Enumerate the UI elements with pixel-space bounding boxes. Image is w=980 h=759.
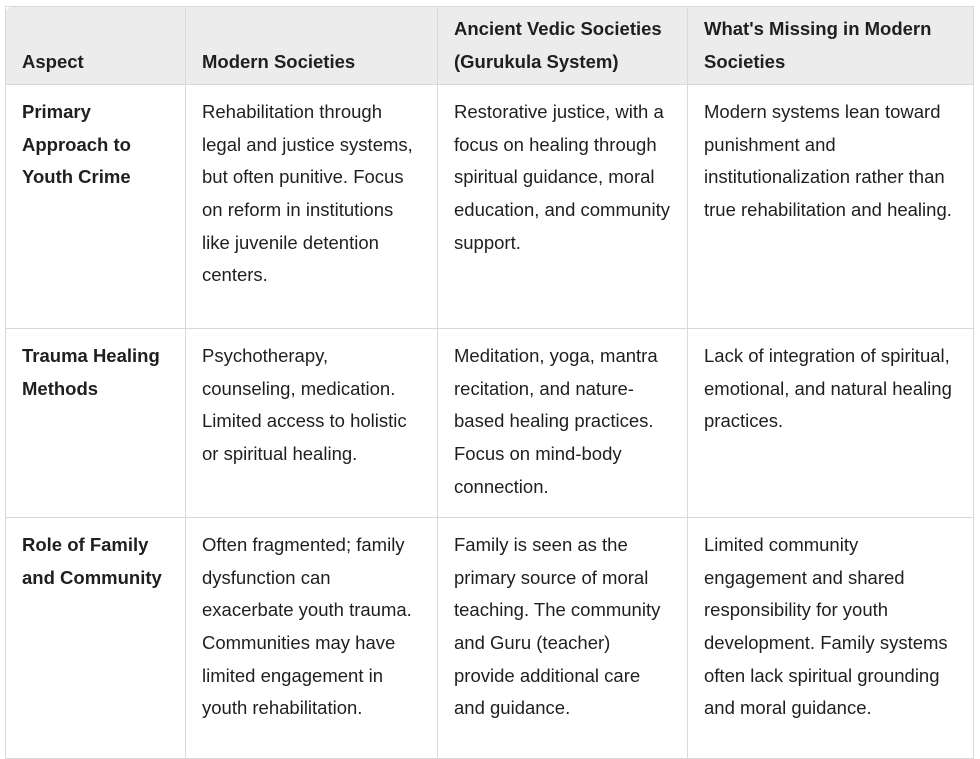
row-aspect-cell: Primary Approach to Youth Crime (6, 85, 186, 329)
header-row (6, 7, 974, 85)
row-missing-cell: Limited community engagement and shared responsibility for youth development. Family systems often lack spiritual grounding and moral guidance. (688, 518, 974, 759)
row-missing-cell: Lack of integration of spiritual, emotional, and natural healing practices. (688, 329, 974, 518)
row-missing-cell: Modern systems lean toward punishment and institutionalization rather than true rehabilitation and healing. (688, 85, 974, 329)
row-aspect-cell: Trauma Healing Methods (6, 329, 186, 518)
row-vedic-cell: Meditation, yoga, mantra recitation, and nature-based healing practices. Focus on mind-body connection. (438, 329, 688, 518)
comparison-table (5, 6, 974, 759)
row-aspect-cell: Role of Family and Community (6, 518, 186, 759)
header-aspect: Aspect (6, 7, 186, 85)
header-modern-societies: Modern Societies (186, 7, 438, 85)
row-vedic-cell: Family is seen as the primary source of moral teaching. The community and Guru (teacher) provide additional care and guidance. (438, 518, 688, 759)
table-row (6, 85, 974, 329)
row-modern-cell: Often fragmented; family dysfunction can exacerbate youth trauma. Communities may have limited engagement in youth rehabilitation. (186, 518, 438, 759)
table-body (6, 85, 974, 759)
row-modern-cell: Rehabilitation through legal and justice systems, but often punitive. Focus on reform in institutions like juvenile detention centers. (186, 85, 438, 329)
comparison-table-container (5, 6, 973, 759)
header-whats-missing: What's Missing in Modern Societies (688, 7, 974, 85)
row-vedic-cell: Restorative justice, with a focus on healing through spiritual guidance, moral education, and community support. (438, 85, 688, 329)
row-modern-cell: Psychotherapy, counseling, medication. Limited access to holistic or spiritual healing. (186, 329, 438, 518)
header-ancient-vedic-societies: Ancient Vedic Societies (Gurukula System) (438, 7, 688, 85)
table-row (6, 329, 974, 518)
table-header (6, 7, 974, 85)
table-row (6, 518, 974, 759)
